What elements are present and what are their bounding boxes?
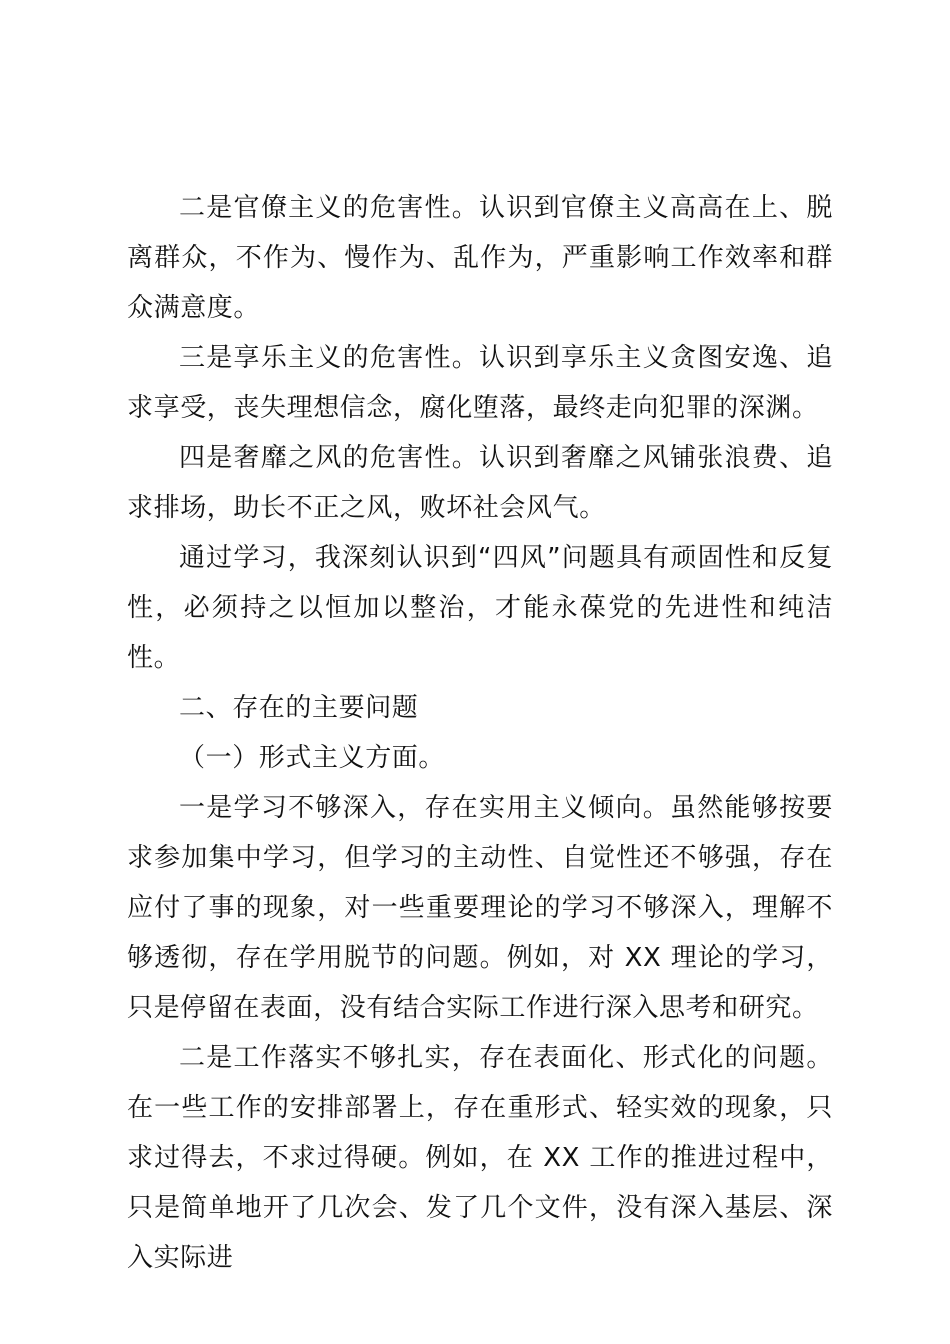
- section-heading-main-problems: 二、存在的主要问题: [179, 693, 419, 723]
- paragraph-bureaucratism: 二是官僚主义的危害性。认识到官僚主义高高在上、脱离群众，不作为、慢作为、乱作为，严重影响工作效率和群众满意度。: [127, 193, 833, 323]
- paragraph-study-not-deep: 一是学习不够深入，存在实用主义倾向。虽然能够按要求参加集中学习，但学习的主动性、自觉性还不够强，存在应付了事的现象，对一些重要理论的学习不够深入，理解不够透彻，存在学用脱节的问题。例如，对 XX 理论的学习，只是停留在表面，没有结合实际工作进行深入思考和研究。: [127, 793, 833, 1023]
- document-body: [127, 183, 833, 1283]
- paragraph-work-not-solid: 二是工作落实不够扎实，存在表面化、形式化的问题。在一些工作的安排部署上，存在重形式、轻实效的现象，只求过得去，不求过得硬。例如，在 XX 工作的推进过程中，只是简单地开了几次会、发了几个文件，没有深入基层、深入实际进: [127, 1043, 833, 1273]
- subsection-heading-formalism: （一）形式主义方面。: [179, 743, 446, 773]
- paragraph-learning-summary: 通过学习，我深刻认识到“四风”问题具有顽固性和反复性，必须持之以恒加以整治，才能永葆党的先进性和纯洁性。: [127, 543, 833, 673]
- paragraph-hedonism: 三是享乐主义的危害性。认识到享乐主义贪图安逸、追求享受，丧失理想信念，腐化堕落，最终走向犯罪的深渊。: [127, 343, 833, 423]
- paragraph-extravagance: 四是奢靡之风的危害性。认识到奢靡之风铺张浪费、追求排场，助长不正之风，败坏社会风气。: [127, 443, 833, 523]
